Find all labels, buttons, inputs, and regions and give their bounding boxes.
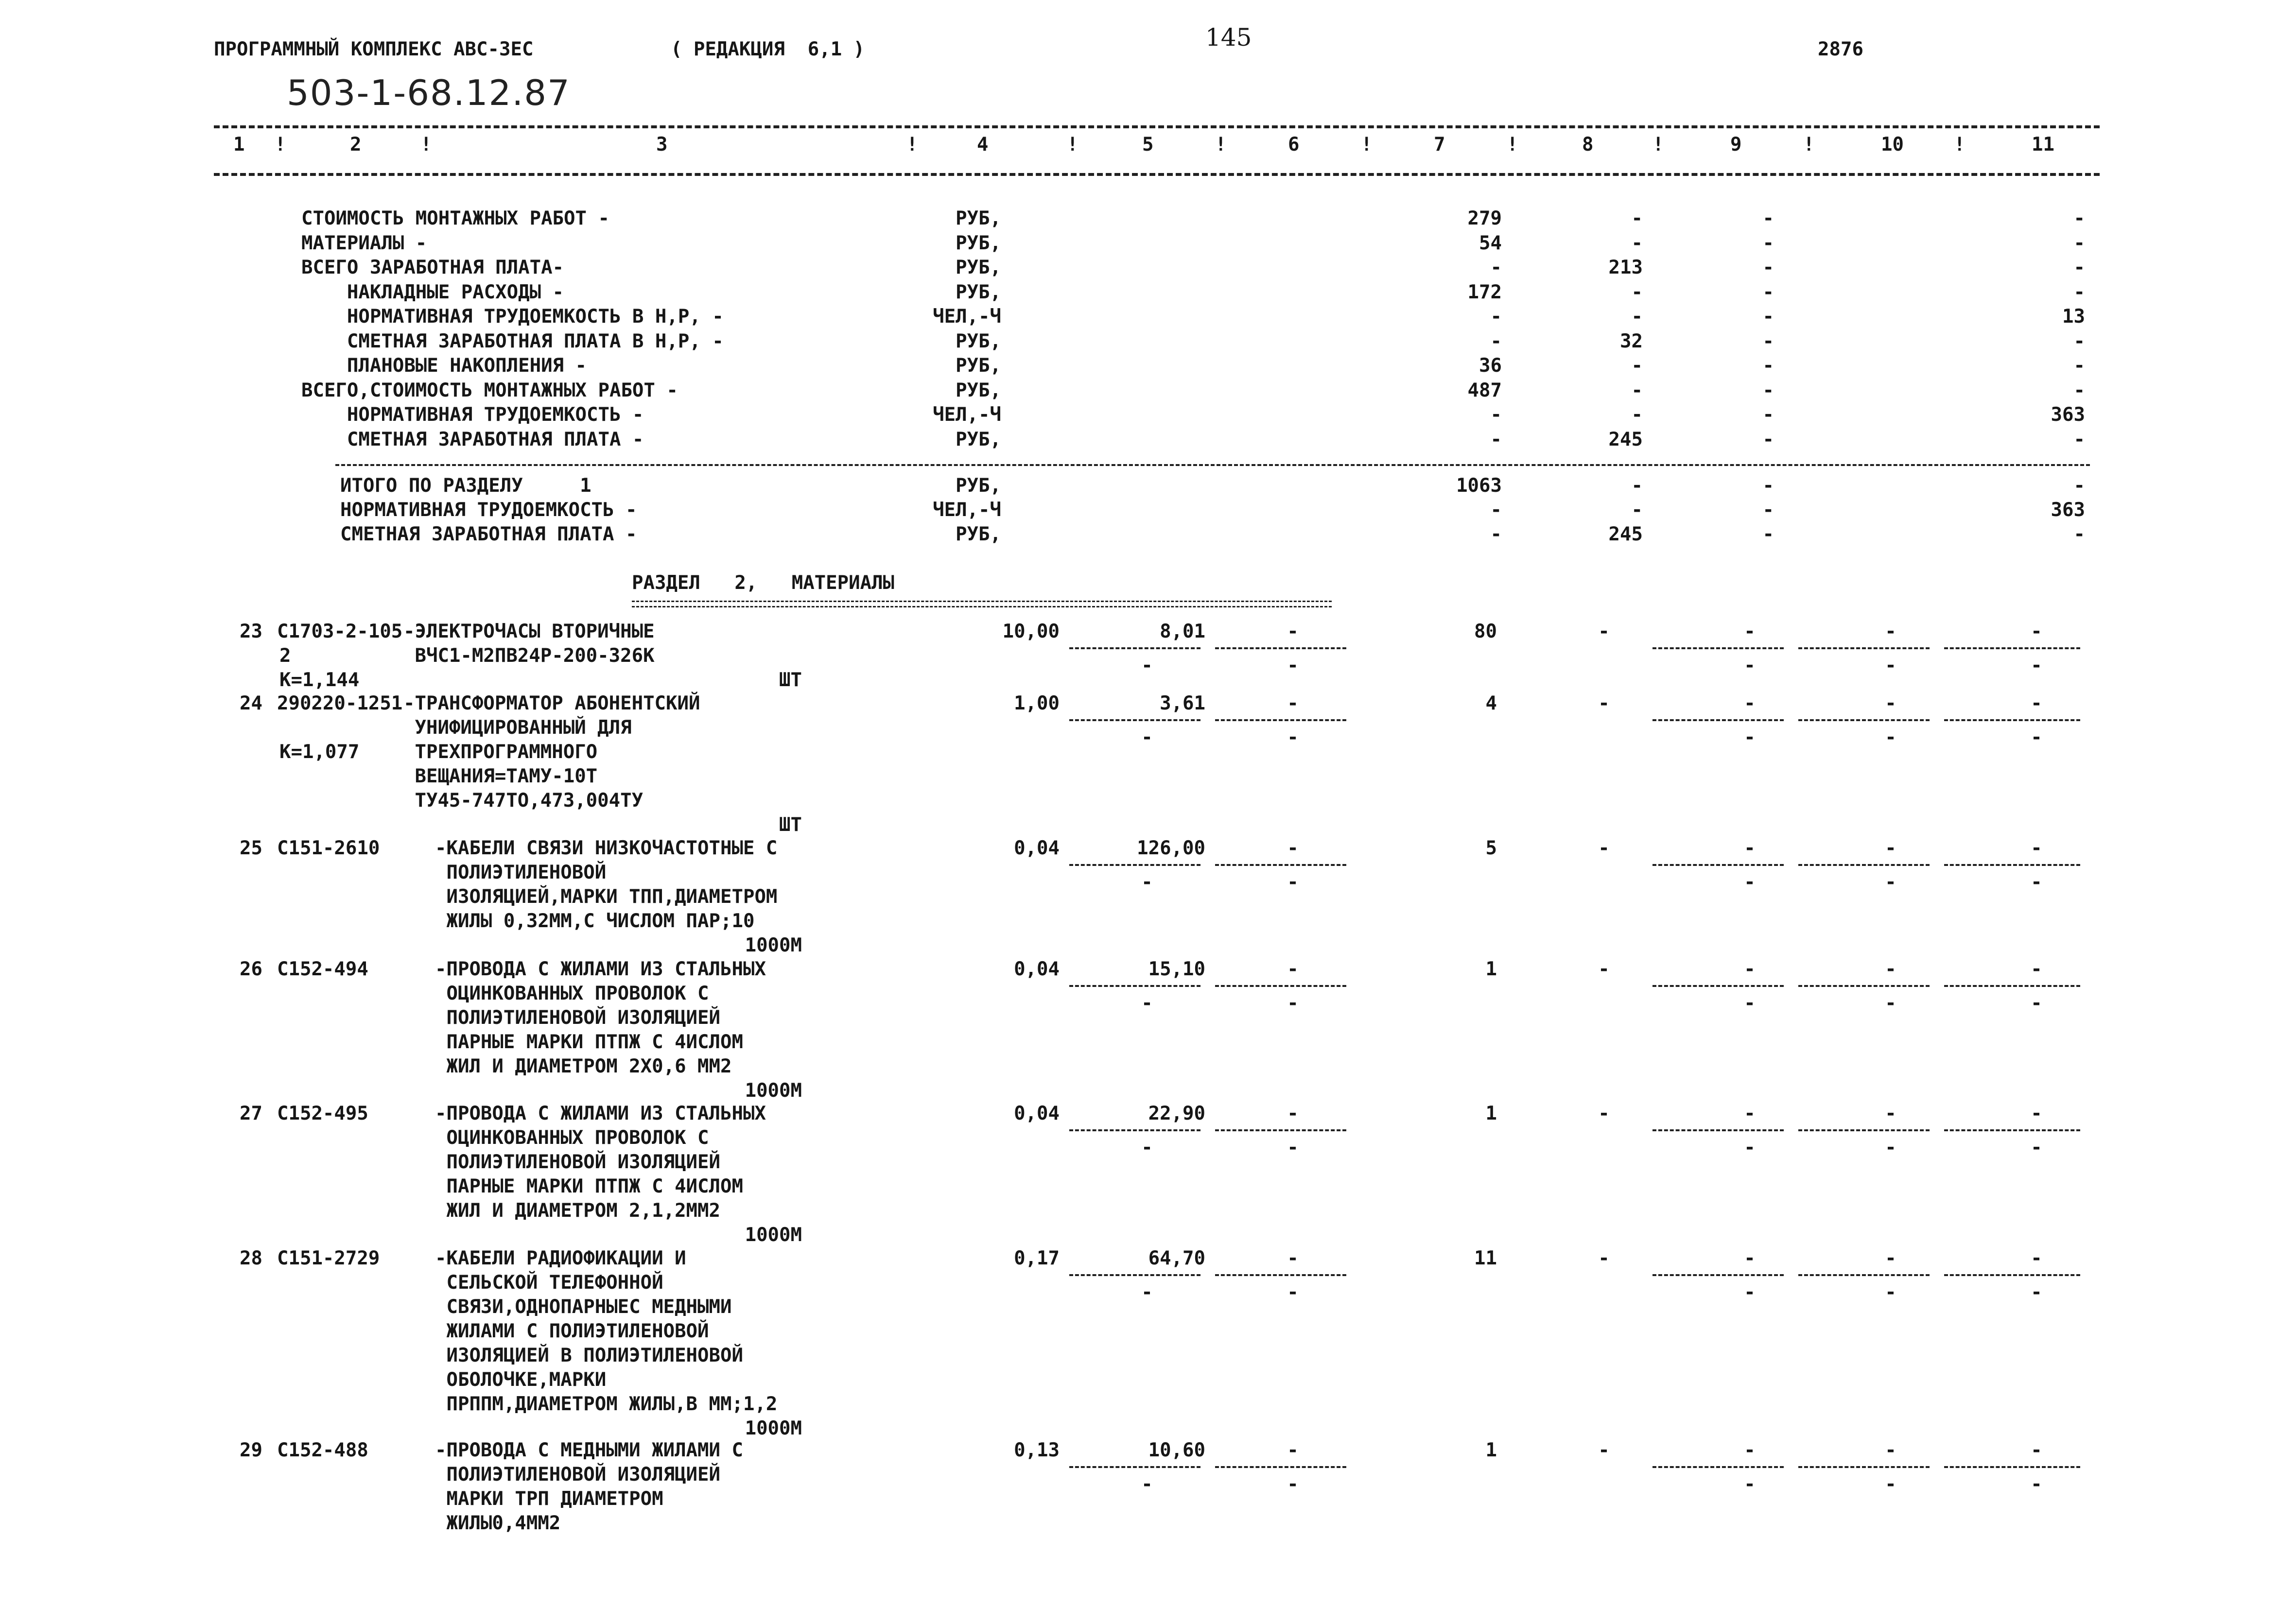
column-separator: ! (420, 134, 432, 156)
column-number: 2 (350, 134, 362, 156)
item-description-line: ПАРНЫЕ МАРКИ ПТПЖ С 4ИСЛОМ (435, 1175, 743, 1197)
item-unit: 1000М (745, 1080, 802, 1102)
summary-unit: РУБ, (956, 232, 1001, 254)
column-number: 5 (1142, 134, 1154, 156)
col11-underline (1944, 864, 2080, 866)
summary-c9: - (1762, 428, 1774, 450)
item-number: 25 (240, 837, 262, 859)
item-col7: 80 (1474, 621, 1497, 642)
col11-underline (1944, 985, 2080, 987)
total-c8: 245 (1608, 523, 1643, 545)
summary-label: ВСЕГО ЗАРАБОТНАЯ ПЛАТА- (301, 257, 564, 278)
price-underline (1069, 647, 1200, 649)
item-sub-col5: - (1141, 655, 1153, 676)
summary-c8: - (1631, 232, 1643, 254)
handwritten-code: 503-1-68.12.87 (287, 72, 571, 113)
summary-label: СТОИМОСТЬ МОНТАЖНЫХ РАБОТ - (301, 207, 609, 229)
item-code: С151-2610 (277, 837, 380, 859)
item-description-line: ВЧС1-М2ПВ24Р-200-326К (403, 645, 655, 667)
item-quantity: 0,04 (1014, 958, 1060, 980)
col9-underline (1652, 985, 1784, 987)
col6-underline (1215, 1466, 1346, 1468)
col11-underline (1944, 1466, 2080, 1468)
section-title-underline (632, 601, 1332, 607)
item-description-line: ОЦИНКОВАННЫХ ПРОВОЛОК С (435, 983, 709, 1004)
col10-underline (1798, 864, 1930, 866)
item-sub-col6: - (1287, 726, 1299, 748)
item-quantity: 0,17 (1014, 1247, 1060, 1269)
item-description-line: ЖИЛЫ0,4ММ2 (435, 1512, 561, 1534)
item-sub-col9: - (1744, 1137, 1756, 1158)
item-sub-col10: - (1885, 655, 1896, 676)
summary-c7: 54 (1479, 232, 1502, 254)
summary-unit: РУБ, (956, 207, 1001, 229)
column-number: 11 (2032, 134, 2054, 156)
summary-c9: - (1762, 330, 1774, 352)
item-col9: - (1744, 1247, 1756, 1269)
summary-c9: - (1762, 355, 1774, 377)
summary-c8: - (1631, 207, 1643, 229)
item-col8: - (1598, 692, 1610, 714)
col11-underline (1944, 1274, 2080, 1276)
sheet-number: 2876 (1818, 38, 1863, 60)
col10-underline (1798, 1129, 1930, 1131)
summary-unit: РУБ, (956, 257, 1001, 278)
item-sub-col5: - (1141, 871, 1153, 893)
summary-c7: - (1490, 257, 1502, 278)
item-sub-col11: - (2031, 1137, 2042, 1158)
summary-c8: - (1631, 404, 1643, 426)
summary-c7: - (1490, 306, 1502, 328)
item-sub-col9: - (1744, 871, 1756, 893)
item-col10: - (1885, 837, 1896, 859)
summary-c9: - (1762, 379, 1774, 401)
total-c11: 363 (2051, 499, 2085, 521)
price-underline (1069, 1466, 1200, 1468)
item-col6: - (1287, 621, 1299, 642)
item-col9: - (1744, 958, 1756, 980)
item-col6: - (1287, 692, 1299, 714)
item-number: 23 (240, 621, 262, 642)
col6-underline (1215, 1129, 1346, 1131)
item-sub-col5: - (1141, 992, 1153, 1014)
item-description-line: ТРЕХПРОГРАММНОГО (403, 741, 598, 763)
col9-underline (1652, 719, 1784, 721)
col9-underline (1652, 647, 1784, 649)
header-rule-bottom (214, 173, 2100, 176)
column-separator: ! (275, 134, 286, 156)
column-separator: ! (1507, 134, 1518, 156)
item-description-line: -ЭЛЕКТРОЧАСЫ ВТОРИЧНЫЕ (403, 621, 655, 642)
item-description-line: ВЕЩАНИЯ=ТАМУ-10Т (403, 765, 598, 787)
col6-underline (1215, 647, 1346, 649)
item-sub-col10: - (1885, 1473, 1896, 1495)
item-sub-col10: - (1885, 1281, 1896, 1303)
column-number: 6 (1288, 134, 1300, 156)
item-description-line: ОЦИНКОВАННЫХ ПРОВОЛОК С (435, 1127, 709, 1149)
item-col10: - (1885, 1103, 1896, 1124)
item-col11: - (2031, 1439, 2042, 1461)
item-quantity: 1,00 (1014, 692, 1060, 714)
page-number: 145 (1205, 23, 1252, 52)
item-code: С152-488 (277, 1439, 368, 1461)
item-sub-col6: - (1287, 992, 1299, 1014)
column-separator: ! (1652, 134, 1664, 156)
summary-c8: - (1631, 379, 1643, 401)
item-col9: - (1744, 837, 1756, 859)
item-sub-col9: - (1744, 1473, 1756, 1495)
item-col8: - (1598, 621, 1610, 642)
total-label: ИТОГО ПО РАЗДЕЛУ 1 (340, 475, 591, 497)
item-number: 27 (240, 1103, 262, 1124)
item-sub-col6: - (1287, 1473, 1299, 1495)
item-col7: 1 (1485, 1439, 1497, 1461)
item-col9: - (1744, 621, 1756, 642)
item-col6: - (1287, 1247, 1299, 1269)
item-unit: ШТ (779, 814, 802, 836)
summary-label: ВСЕГО,СТОИМОСТЬ МОНТАЖНЫХ РАБОТ - (301, 379, 678, 401)
item-number: 28 (240, 1247, 262, 1269)
item-col8: - (1598, 1103, 1610, 1124)
item-col9: - (1744, 692, 1756, 714)
column-number: 8 (1582, 134, 1594, 156)
col9-underline (1652, 1466, 1784, 1468)
item-col10: - (1885, 1439, 1896, 1461)
item-sub-col6: - (1287, 1281, 1299, 1303)
summary-c8: - (1631, 355, 1643, 377)
column-separator: ! (1361, 134, 1373, 156)
summary-c11: 13 (2062, 306, 2085, 328)
item-col11: - (2031, 621, 2042, 642)
item-quantity: 10,00 (1002, 621, 1060, 642)
item-sub-col6: - (1287, 1137, 1299, 1158)
price-underline (1069, 1274, 1200, 1276)
total-c9: - (1762, 523, 1774, 545)
item-description-line: ПОЛИЭТИЛЕНОВОЙ (435, 862, 607, 883)
item-unit: 1000М (745, 934, 802, 956)
price-underline (1069, 864, 1200, 866)
item-col11: - (2031, 692, 2042, 714)
item-unit: 1000М (745, 1224, 802, 1246)
summary-rule (335, 464, 2090, 466)
item-code: С1703-2-105 (277, 621, 403, 642)
item-description-line: ЖИЛ И ДИАМЕТРОМ 2,1,2ММ2 (435, 1200, 720, 1222)
total-label: СМЕТНАЯ ЗАРАБОТНАЯ ПЛАТА - (340, 523, 637, 545)
item-sub-col5: - (1141, 1281, 1153, 1303)
total-unit: ЧЕЛ,-Ч (933, 499, 1001, 521)
item-description-line: -КАБЕЛИ СВЯЗИ НИЗКОЧАСТОТНЫЕ С (435, 837, 778, 859)
item-number: 26 (240, 958, 262, 980)
item-col8: - (1598, 958, 1610, 980)
col10-underline (1798, 985, 1930, 987)
item-col11: - (2031, 1103, 2042, 1124)
item-sub-col11: - (2031, 726, 2042, 748)
summary-label: СМЕТНАЯ ЗАРАБОТНАЯ ПЛАТА - (301, 428, 644, 450)
summary-c7: - (1490, 330, 1502, 352)
item-quantity: 0,04 (1014, 1103, 1060, 1124)
item-price: 3,61 (1160, 692, 1205, 714)
item-price: 10,60 (1148, 1439, 1205, 1461)
item-description-line: ПРППМ,ДИАМЕТРОМ ЖИЛЫ,В ММ;1,2 (435, 1393, 778, 1415)
summary-unit: РУБ, (956, 355, 1001, 377)
item-sub-col11: - (2031, 871, 2042, 893)
total-c7: - (1490, 523, 1502, 545)
program-title: ПРОГРАММНЫЙ КОМПЛЕКС АВС-3ЕС (214, 38, 534, 60)
summary-label: НАКЛАДНЫЕ РАСХОДЫ - (301, 281, 564, 303)
summary-c8: - (1631, 281, 1643, 303)
item-sub-col11: - (2031, 1473, 2042, 1495)
column-number: 9 (1730, 134, 1742, 156)
summary-c11: - (2073, 281, 2085, 303)
item-code-extra: 2 (279, 645, 291, 667)
summary-c11: 363 (2051, 404, 2085, 426)
item-col10: - (1885, 1247, 1896, 1269)
summary-label: НОРМАТИВНАЯ ТРУДОЕМКОСТЬ - (301, 404, 644, 426)
item-col7: 4 (1485, 692, 1497, 714)
item-description-line: ЖИЛАМИ С ПОЛИЭТИЛЕНОВОЙ (435, 1320, 709, 1342)
total-unit: РУБ, (956, 475, 1001, 497)
col6-underline (1215, 985, 1346, 987)
item-col8: - (1598, 837, 1610, 859)
summary-c7: 36 (1479, 355, 1502, 377)
total-c8: - (1631, 499, 1643, 521)
item-description-line: ОБОЛОЧКЕ,МАРКИ (435, 1369, 607, 1391)
item-description-line: ТУ45-747ТО,473,004ТУ (403, 790, 644, 812)
summary-c8: 245 (1608, 428, 1643, 450)
item-description-line: СЕЛЬСКОЙ ТЕЛЕФОННОЙ (435, 1272, 663, 1294)
total-c11: - (2073, 523, 2085, 545)
item-price: 22,90 (1148, 1103, 1205, 1124)
item-sub-col11: - (2031, 992, 2042, 1014)
col9-underline (1652, 1274, 1784, 1276)
col10-underline (1798, 1274, 1930, 1276)
item-description-line: ПОЛИЭТИЛЕНОВОЙ ИЗОЛЯЦИЕЙ (435, 1151, 720, 1173)
summary-c7: 279 (1467, 207, 1502, 229)
item-col10: - (1885, 621, 1896, 642)
item-description-line: ЖИЛ И ДИАМЕТРОМ 2Х0,6 ММ2 (435, 1055, 732, 1077)
summary-c9: - (1762, 207, 1774, 229)
total-label: НОРМАТИВНАЯ ТРУДОЕМКОСТЬ - (340, 499, 637, 521)
column-number: 3 (656, 134, 668, 156)
item-col6: - (1287, 1439, 1299, 1461)
item-code-extra: К=1,077 (279, 741, 360, 763)
item-code: С152-495 (277, 1103, 368, 1124)
item-description-line: -ПРОВОДА С МЕДНЫМИ ЖИЛАМИ С (435, 1439, 743, 1461)
item-price: 126,00 (1137, 837, 1205, 859)
summary-c9: - (1762, 281, 1774, 303)
item-sub-col5: - (1141, 1137, 1153, 1158)
item-col10: - (1885, 692, 1896, 714)
item-code: С152-494 (277, 958, 368, 980)
col6-underline (1215, 719, 1346, 721)
item-col11: - (2031, 1247, 2042, 1269)
item-description-line: МАРКИ ТРП ДИАМЕТРОМ (435, 1488, 663, 1510)
summary-c9: - (1762, 257, 1774, 278)
item-sub-col9: - (1744, 992, 1756, 1014)
column-separator: ! (1803, 134, 1815, 156)
col11-underline (1944, 647, 2080, 649)
summary-c7: - (1490, 428, 1502, 450)
item-sub-col5: - (1141, 726, 1153, 748)
item-col7: 1 (1485, 1103, 1497, 1124)
summary-c11: - (2073, 207, 2085, 229)
item-number: 24 (240, 692, 262, 714)
item-price: 8,01 (1160, 621, 1205, 642)
column-number: 7 (1434, 134, 1445, 156)
item-description-line: -ПРОВОДА С ЖИЛАМИ ИЗ СТАЛЬНЫХ (435, 958, 766, 980)
item-sub-col10: - (1885, 1137, 1896, 1158)
column-separator: ! (1067, 134, 1078, 156)
summary-unit: ЧЕЛ,-Ч (933, 306, 1001, 328)
column-separator: ! (906, 134, 918, 156)
column-number: 1 (233, 134, 245, 156)
item-description-line: -ПРОВОДА С ЖИЛАМИ ИЗ СТАЛЬНЫХ (435, 1103, 766, 1124)
item-code: 290220-1251 (277, 692, 403, 714)
col10-underline (1798, 647, 1930, 649)
item-unit: ШТ (779, 669, 802, 691)
summary-c9: - (1762, 232, 1774, 254)
col10-underline (1798, 1466, 1930, 1468)
summary-c7: - (1490, 404, 1502, 426)
summary-unit: РУБ, (956, 428, 1001, 450)
item-sub-col10: - (1885, 726, 1896, 748)
item-sub-col11: - (2031, 1281, 2042, 1303)
item-description-line: УНИФИЦИРОВАННЫЙ ДЛЯ (403, 717, 632, 739)
summary-c11: - (2073, 428, 2085, 450)
item-code: С151-2729 (277, 1247, 380, 1269)
item-col6: - (1287, 1103, 1299, 1124)
item-unit: 1000М (745, 1417, 802, 1439)
total-c9: - (1762, 499, 1774, 521)
summary-c11: - (2073, 232, 2085, 254)
summary-c7: 487 (1467, 379, 1502, 401)
item-description-line: -КАБЕЛИ РАДИОФИКАЦИИ И (435, 1247, 686, 1269)
column-separator: ! (1215, 134, 1227, 156)
item-description-line: ИЗОЛЯЦИЕЙ,МАРКИ ТПП,ДИАМЕТРОМ (435, 886, 778, 908)
summary-c9: - (1762, 404, 1774, 426)
item-description-line: -ТРАНСФОРМАТОР АБОНЕНТСКИЙ (403, 692, 700, 714)
total-c7: - (1490, 499, 1502, 521)
item-sub-col9: - (1744, 726, 1756, 748)
col10-underline (1798, 719, 1930, 721)
col6-underline (1215, 864, 1346, 866)
item-col9: - (1744, 1103, 1756, 1124)
item-sub-col5: - (1141, 1473, 1153, 1495)
column-number: 10 (1881, 134, 1904, 156)
item-description-line: ИЗОЛЯЦИЕЙ В ПОЛИЭТИЛЕНОВОЙ (435, 1345, 743, 1366)
summary-c11: - (2073, 330, 2085, 352)
summary-label: СМЕТНАЯ ЗАРАБОТНАЯ ПЛАТА В Н,Р, - (301, 330, 724, 352)
total-c11: - (2073, 475, 2085, 497)
item-code-extra: К=1,144 (279, 669, 360, 691)
col11-underline (1944, 719, 2080, 721)
summary-c9: - (1762, 306, 1774, 328)
total-c8: - (1631, 475, 1643, 497)
summary-label: МАТЕРИАЛЫ - (301, 232, 427, 254)
item-col7: 5 (1485, 837, 1497, 859)
item-col11: - (2031, 837, 2042, 859)
item-quantity: 0,13 (1014, 1439, 1060, 1461)
summary-unit: РУБ, (956, 330, 1001, 352)
price-underline (1069, 1129, 1200, 1131)
item-col7: 11 (1474, 1247, 1497, 1269)
summary-label: НОРМАТИВНАЯ ТРУДОЕМКОСТЬ В Н,Р, - (301, 306, 724, 328)
item-description-line: ПАРНЫЕ МАРКИ ПТПЖ С 4ИСЛОМ (435, 1031, 743, 1053)
item-price: 15,10 (1148, 958, 1205, 980)
total-c7: 1063 (1456, 475, 1502, 497)
section-title: РАЗДЕЛ 2, МАТЕРИАЛЫ (632, 572, 895, 594)
summary-unit: РУБ, (956, 379, 1001, 401)
summary-c7: 172 (1467, 281, 1502, 303)
summary-label: ПЛАНОВЫЕ НАКОПЛЕНИЯ - (301, 355, 587, 377)
summary-unit: ЧЕЛ,-Ч (933, 404, 1001, 426)
column-number: 4 (977, 134, 989, 156)
total-unit: РУБ, (956, 523, 1001, 545)
summary-c11: - (2073, 379, 2085, 401)
edition-label: ( РЕДАКЦИЯ 6,1 ) (671, 38, 865, 60)
item-col10: - (1885, 958, 1896, 980)
col6-underline (1215, 1274, 1346, 1276)
item-col8: - (1598, 1247, 1610, 1269)
item-sub-col10: - (1885, 992, 1896, 1014)
item-description-line: ЖИЛЫ 0,32ММ,С ЧИСЛОМ ПАР;10 (435, 910, 755, 932)
item-number: 29 (240, 1439, 262, 1461)
item-col8: - (1598, 1439, 1610, 1461)
price-underline (1069, 985, 1200, 987)
summary-c11: - (2073, 355, 2085, 377)
item-description-line: СВЯЗИ,ОДНОПАРНЫЕС МЕДНЫМИ (435, 1296, 732, 1318)
summary-c11: - (2073, 257, 2085, 278)
summary-c8: - (1631, 306, 1643, 328)
item-col7: 1 (1485, 958, 1497, 980)
item-sub-col6: - (1287, 655, 1299, 676)
item-col9: - (1744, 1439, 1756, 1461)
item-description-line: ПОЛИЭТИЛЕНОВОЙ ИЗОЛЯЦИЕЙ (435, 1007, 720, 1029)
summary-c8: 32 (1620, 330, 1643, 352)
column-separator: ! (1954, 134, 1966, 156)
summary-c8: 213 (1608, 257, 1643, 278)
col9-underline (1652, 1129, 1784, 1131)
item-quantity: 0,04 (1014, 837, 1060, 859)
col9-underline (1652, 864, 1784, 866)
item-sub-col9: - (1744, 655, 1756, 676)
total-c9: - (1762, 475, 1774, 497)
item-sub-col10: - (1885, 871, 1896, 893)
item-price: 64,70 (1148, 1247, 1205, 1269)
item-col6: - (1287, 837, 1299, 859)
header-rule-top (214, 125, 2100, 128)
item-col11: - (2031, 958, 2042, 980)
summary-unit: РУБ, (956, 281, 1001, 303)
item-col6: - (1287, 958, 1299, 980)
col11-underline (1944, 1129, 2080, 1131)
price-underline (1069, 719, 1200, 721)
item-sub-col9: - (1744, 1281, 1756, 1303)
item-sub-col6: - (1287, 871, 1299, 893)
item-sub-col11: - (2031, 655, 2042, 676)
item-description-line: ПОЛИЭТИЛЕНОВОЙ ИЗОЛЯЦИЕЙ (435, 1464, 720, 1486)
